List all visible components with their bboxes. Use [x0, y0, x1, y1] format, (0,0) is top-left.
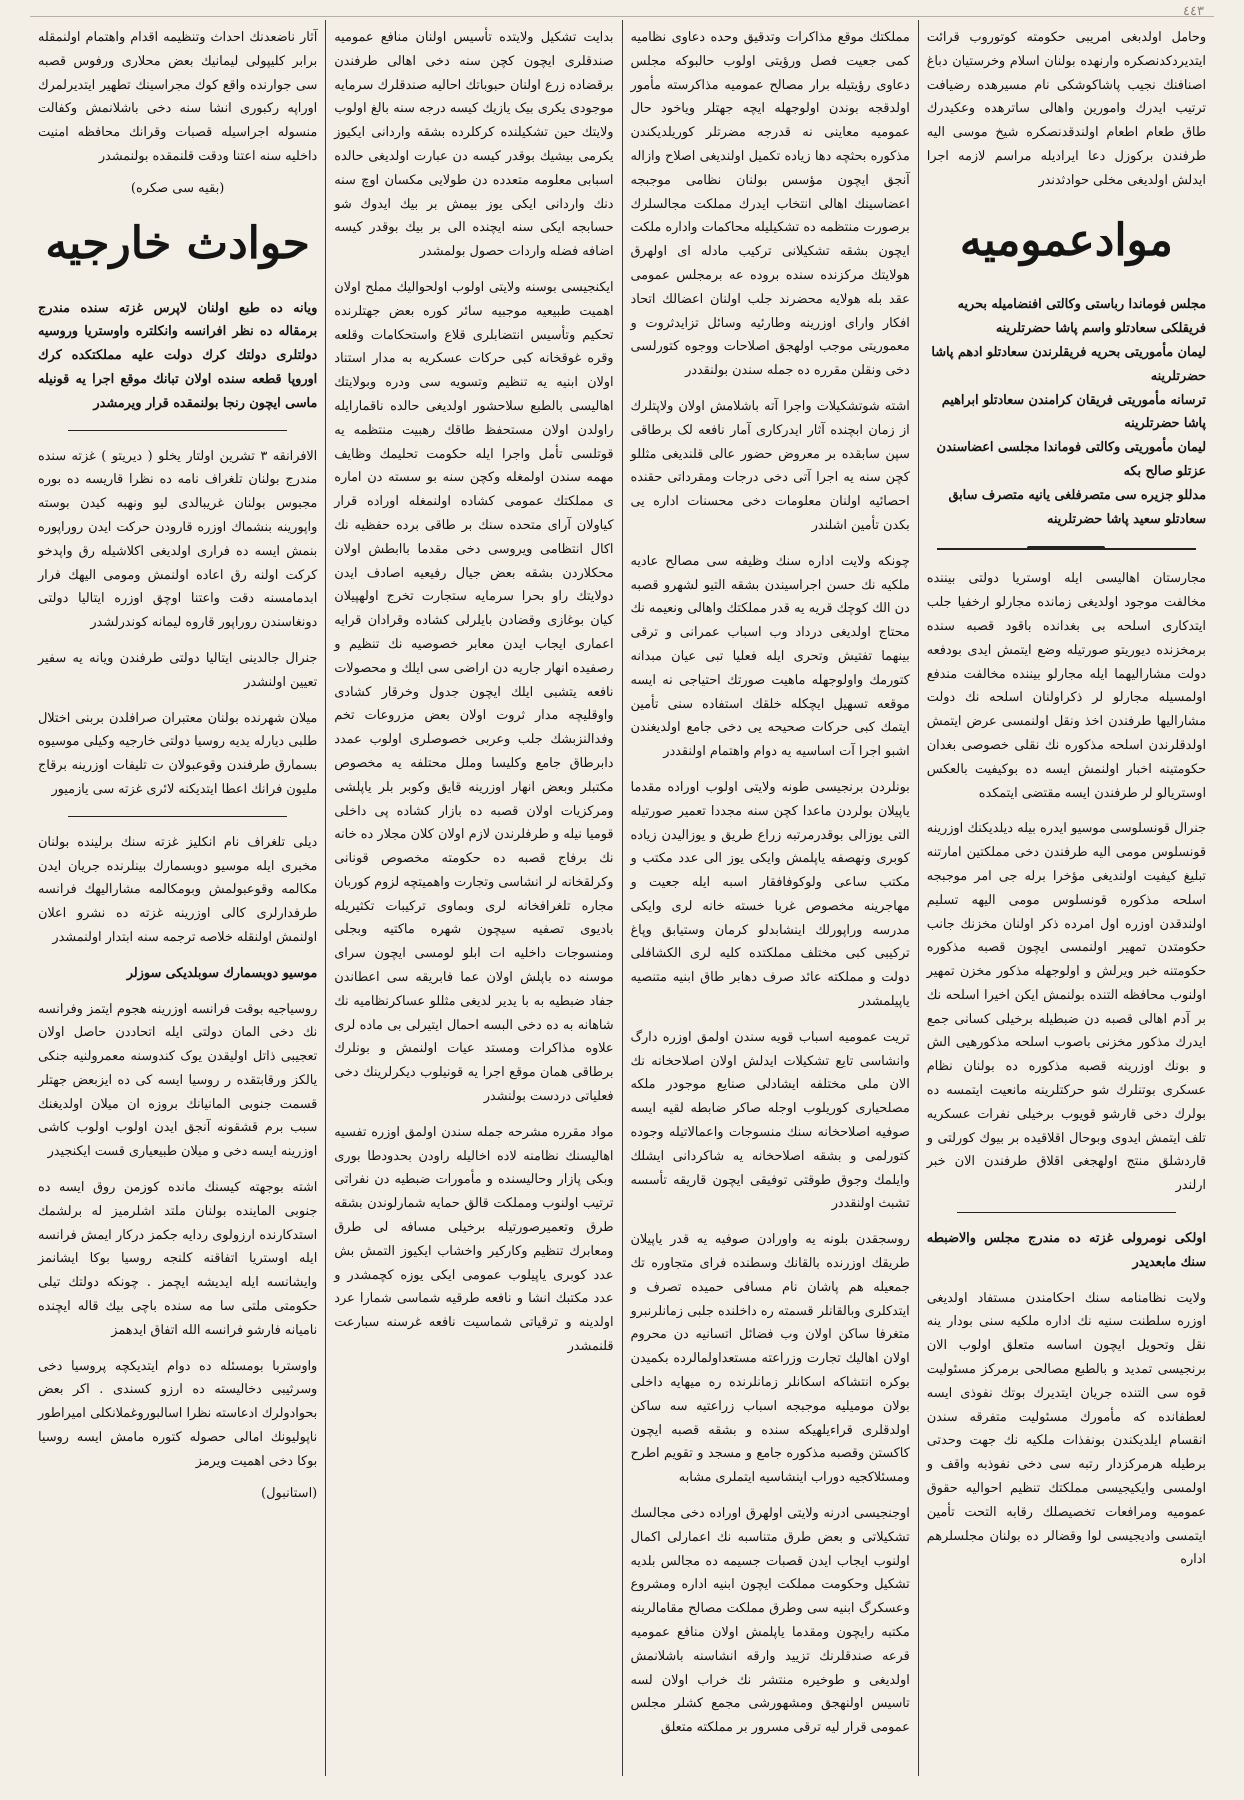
- divider: [68, 430, 287, 431]
- ornamental-divider: [937, 545, 1196, 553]
- c4-para-7: موسیو دوبسمارك سوبلدیکی سوزلر: [126, 965, 318, 981]
- c4-para-3: الافرانقه ۳ تشرین اولتار یخلو ( دیریتو ) غزته سنده مندرج بولنان تلغراف نامه ده نظرا قاریسه ده بوره مجبوس بولنان غریبالدی لیو ونهبه کیدن بوسته واپورینه بنشماك اوزره قارودن حرکت ایدن روراپوره بنمش ایسه ده فراری اولدیغی اکلاشیله رق واپدخو کرکت اولنه رق اعاده اولنمش ومومی الیهك فرار ابدمامسنه دقت واعتنا اوچق اوزره ایتالیا دولتی دونغاسندن روراپور قاروه لیمانه کوندرلشدر: [38, 448, 318, 631]
- c1-subtitle: اولکی نومرولی غزته ده مندرج مجلس والاضبطه سنك مابعدیدر: [926, 1231, 1206, 1270]
- c2-para-4: بونلردن برنجیسی طونه ولایتی اولوب اوراده مقدما یاپیلان بولردن ماعدا کچن سنه مجددا تعمیر صورتیله التی یوزالی بوقدرمرتبه زراع طریق و یوزالیدن زیاده کوبری ونهصفه یاپلمش وایکی یوز الی عدد مکتب و مکتب ساعی ولوکوفافقار اسبه ایله جعیت و مهاجرینه مخصوص غربا خسته خانه لری وایکی مدرسه وراپورلك اینشابدلو کرمان وستیابق وپاغ ترکیبی کبی مختلف مملکتده کلیه لری الکشافلی دولت و مملکته عائد صرف دهابر طاق ابنیه متنصیه یاپیلمشدر: [630, 779, 910, 1010]
- divider: [68, 816, 287, 817]
- c1-article-3: ولایت نظامنامه سنك احکامندن مستفاد اولدیغی اوزره سلطنت سنیه نك اداره ملکیه سنی بودار ینه نقل وتحویل ایچون اساسه متعلق اولوب الان برنجیسی تمدید و بالطبع مصالحی برمرکز مسئولیت قوه سی التنده جریان ایتدیرك بوتك نفوذی ایسه لعطفانده که مأمورك مسئولیت متفرقه سندن انقسام ایلدیکندن بونفذات ملکیه نك جهت وحدتی برطیله هرمرکزدار رتبه سی دخی نفوذبه واقف و اولمسی وایکیجیسی مملکتك تنظیم احوالیه حقوق عمومیه ومرافعات تخصیصلك رقابه التحت تأمین ایتمسی وادیجیسی لوا وقضالر ده بولنان مجلسلرهم اداره: [926, 1290, 1206, 1568]
- appointment-item: ترسانه مأموریتی فریقان کرامندن سعادتلو ابراهیم پاشا حضرتلرینه: [941, 392, 1206, 432]
- c2-para-2: اشته شوتشکیلات واجرا آته باشلامش اولان ولاپتلرك از زمان ابچنده آثار ایدرکاری آمار نافعه لک برطاقی سپن سابقده بر معروض حضور عالی قلندیغی مثللو کچن سنه یه اجرا آتی دخی درجات ومقرداتی حقنده احصائیه اولنان معلومات دخی محسنات اداره یی بکدن تأمین اشلندر: [630, 398, 910, 533]
- section-heading-general: موادعمومیه: [959, 214, 1173, 266]
- c2-para-7: اوجنجیسی ادرنه ولایتی اولهرق اوراده دخی مجالسك تشکیلاتی و بعض طرق متناسبه نك اعمارلی اکمال اولنوب ایجاب ایدن قصبات جسیمه ده مجالس بلدیه تشکیل وحکومت مملکت ایچون ابنیه اداره ومشروع وعسکرگ ابنیه سی وطرق مملکت مصالح مقامالرینه مکتبه رایچون ومقدما یاپلمش اولان منافع عمومیه قرعه صندقلرنك تزیید وارقه انشاسنه باشلانمش اولدیغی و طوخیره منتشر نك خراب اولان لسه تاسیس اولنهجق ومشهورشی مجمع کشلر مجلس عمومی قرار لیه ترقی مسرور بر مملکته متعلق: [630, 1506, 910, 1736]
- c2-para-6: روسجقدن بلونه یه واورادن صوفیه یه قدر یاپیلان طریقك اوزرنده بالقانك وسطنده فرای متجاوره تك جمعیله هم پاشان نام مسافی حمیده تصرف و ایتدکلری وبالقانلر قسمته ره داخلنده جلبی زمانلرنبرو متغرفا ساکن اولان وب فضائل اتسانیه دن محروم اولان اهالیك تجارت وزراعته مستعداولمالرده بکمیدن بوکره انتشاکه اسکانلر زمانلرنده ره میهایه داخلی بولان مومیلیه موجبجه اسباب زراعتیه سه ساکن اولدقلری قراءیلهیکه سنده و بشقه قصبه ایچون کاکستن وقصبه مذکوره جامع و مسجد و تقویم اطرح ومسئلاکجیه دوراب اینشاسیه ایتملری مشابه: [630, 1232, 910, 1486]
- c2-para-5: تریت عمومیه اسباب قویه سندن اولمق اوزره دارگ وانشاسی تایع تشکیلات ایدلش اولان اصلاحخانه نك الان ملی مختلفه ایشادلی صنایع موجودر ملکه مصلحیاری کوریلوب اوجله صاکر ضابطه لقیه ایسه صوفیه اصلاحخانه سنك منسوجات واعمالاتیله وجوده کتورلمی و بشقه اصلاحخانه یه شاکردانی ایشلك وایلمك وجوق طوقتی توفیقی ایچون قاریقه تأسسه تشبث اولنقددر: [630, 1029, 910, 1212]
- c4-para-1: آثار ناضعدنك احداث وتنظیمه اقدام واهتمام اولنمقله برابر کلیپولی لیمانیك بعض محلاری ورفوس قصبه سی جوارنده واقع کوك مجراسینك تطهیر ایتدیرلمرك اوراپه رکبوری انشا سنه دخی باشلانمش وکفالت منسوله اجراسیله قصبات وقرانك محافظه امنیت داخلیه سنه اعتنا ودقت قلنمقده بولنمشدر: [38, 30, 318, 164]
- c4-para-2: ویانه ده طبع اولنان لاپرس غزته سنده مندرج برمقاله ده نظر افرانسه وانکلتره واوستریا وروسیه دولتلری دولتك کرك دولت علیه مملکتکده کرك اوروپا قطعه سنده اولان تبانك موقع اجرا یه قونیله ماسی ایچون رنجا بولنمقده قرار ویرمشدر: [38, 300, 318, 411]
- page-number: ٤٤٣: [1183, 4, 1204, 19]
- c1-article-1: مجارستان اهالیسی ایله اوستریا دولتی بیننده مخالفت موجود اولدیغی زمانده مجارلو ارخفیا جلب ایتدکاری اسلحه بی بغدانده باقود قصبه سنده برمخزنده دیوریتو صورتیله وضع ایتمش ایدی بودفعه دولت مشارالیهما ایله مجارلو بیننده مخالفت مندفع اولمسیله مجارلو لر ذکراولنان اسلحه نك دولت مشارالیها طرفندن اخذ ونقل اولنمسی عرض ایتمش اولدقلرندن اسلحه مذکوره نك نقلی خصوصی بغدان حکومتینه اخبار اولنمش ایسه ده بوکیفیت بالعکس اوستریالو لر طرفندن ایسه مقتضی ایتمکده: [926, 571, 1206, 801]
- appointment-item: لیمان مأموریتی بحریه فریقلرندن سعادتلو ادهم پاشا حضرتلرینه: [931, 344, 1206, 384]
- c3-para-2: ایکنجیسی بوسنه ولایتی اولوب اولحوالیك مملح اولان اهمیت طبیعیه موجبیه سائر کوره بعض جهتلرنده تحکیم وتأسیس انتضابلری قلاع واستحکامات وقلعه وقره غوقخانه کبی حرکات عسکریه به مدار استناد اولان ابنیه یه تنظیم وتسویه سی ودره وبولایتك اهالیسی بالطبع سلاحشور اولدیغی حالده ناقمارایله راولدن اولان مستحفظ طاقك رهبیت منتظمه یه قوتلسی تأمل واجرا ایله حکومت تحلیمك وظایف مهمه سندن اولمغله وکچن سنه بو سسته دن اماره ی مملکتك عمومی کشاده اولنمغله اوراده قرار کیاولان آرای متحده سنك بر طاقی برده حفظیه نك اکال انتظامی ویروسی دخی مقدما باابطش اولان محکلاردن بشقه بعض جیال رفیعیه اصادف ایدن دولایتك راو بحرا سرمایه ستجارت تخرج اولهپیلان کیان بوغازی وقضادن بایلرلی کشاده وقرادان قرایه اعماری ایجاب ایدن معابر خصوصیه نك تنظیم و رصفیده انهار جاریه دن اراضی سی ایلك و محصولات نافعه یتشبی ایلك ایچون جدول وخرقار کشادی واوقلیچه مدار ثروت اولان بعض مزروعات تخم وفدالنزبشك جلب وعربی خصوصلری اولوب عمدد دابرطاق جامع وکلیسا وملل محتلفه یه مخصوص مکتبلر وبعض انهار اوزرینه قایق وکوبر بلر یاپلشی ومرکزیات اولان قصبه ده بازار کشاده پی داخلی قومیا نیله و طرفلرندن لازم اولان کلان مجلار ده خانه نك برفاج قصبه ده حکومته مخصوص قونانی وکرلقخانه لر انشاسی وتجارت واهمیتچه لزوم کوربان مجاره تلغرافخانه لری وبماوی ترکیبات تکثیریله بادیوی تصفیه سیچون شهره ماکتیه وبجلی ومنسوجات داخلیه ات ابلو لومسی ایچون سرای موسنه ده باپلش اولان عما فابریقه سی اعطاندن جفاد ضبطیه به با یدیر لدیغی مثللو عساکرنظامیه نك شاهانه به ده دخی البسه احمال ایتیرلی بی ماده لری علاوه مذاکرات ومستد عیات اولنمش و بونلرك برطاقی همان موقع اجرا یه قونیلوب دیکرلرینك دخی فعلیاتی دردست بولنشدر: [334, 279, 614, 1105]
- columns: [30, 20, 1214, 1776]
- c1-article-2: جنرال قونسلوسی موسیو ایدره بیله دیلدیکنك اوزرینه قونسلوس مومی الیه طرفندن دخی مملکتین امارتنه تبلیغ کیفیت اولندیغی مؤخرا برله جی امر موجبجه اسلحه مذکوره قونسلوس مومی الیهه تسلیم اولندقدن اوزره اول امرده ذکر اولنان مخزنك جانب حکومتدن تمهیر اولنمسی ایچون قصبه مذکوره حکومتنه خبر ویرلش و اولوجهله مذکور مخزن تمهیر اولنوب محافظه التنده بولنمش ایکن اخیرا اسلحه نك بر آدم اهالی قصبه دن ضبطیله برخیلی کسانی جمع ایدرك مذکور مخزنی باصوب اسلحه مذکورهیی الش و بونك اوزرینه قصبه مذکوره ده بولنان نظام عسکری بوتنلرك شو حرکتلرینه مانعیت ایتمسه ده بولرك دخی قارشو قویوب برخیلی نفرات عسکریه تلف ایتمش ایدوی وبوحال اقلاقیده بر بیوك کورلتی و قاردشلق منتج اولهجغی اقلاق طرفندن الان خبر ارلندر: [926, 821, 1206, 1194]
- column-4: [30, 20, 326, 1776]
- section-heading-foreign: حوادث خارجیه: [45, 217, 310, 269]
- source-signoff: (استانبول): [261, 1485, 318, 1501]
- column-1: [919, 20, 1214, 1776]
- c4-para-8: روسیاجیه بوقت فرانسه اوزرینه هجوم ایتمز وفرانسه نك دخی المان دولتی ایله اتحاددن حاصل اولان تعجیبی ذاتل اولیقدن یوک کندوسنه معمرولنیه جنکی یالکز ورقابتقده ر روسیا ایسه کی ده ایزبعض جهتلر قسمت جنوبی المانیانك بروزه ان میلان اولدیغنك سبب برم قشقونه آنجق ایدن اولوب اولوب کاشی اوزرینه ایسه دخی و میلان طبیعیاری قست ایکنجیدر: [38, 1001, 318, 1160]
- divider: [957, 1212, 1176, 1213]
- c3-para-1: بدایت تشکیل ولایتده تأسیس اولنان منافع عمومیه صندقلری ایچون کچن سنه دخی اهالی طرفندن برقضاده زرع اولنان حبوباتك احالیه صندقلرك سرمایه موجودی یکری بیک یازیك کیسه درجه سنه بالغ اولوب ولایتك حین تشکیلنده کرکلرده بشقه واردانی ایکیوز یکرمی بیشیك بوقدر کیسه دن عبارت اولدیغی حالده اسبابی معلومه متعدده دن طولایی مکسان اوچ سنه دنك واردانی ایکی یوز بیمش بر بیك ایدوك شو حسابجه ایکی سنه ایچنده الی بر بیك بوقدر کیسه اضافه فضله واردات حصول بولمشدر: [334, 30, 614, 260]
- appointment-item: مجلس فوماندا رباستی وکالتی افنضامیله بحریه فریقلکی سعادتلو واسم پاشا حضرتلرینه: [957, 297, 1206, 337]
- c2-para-3: چونکه ولایت اداره سنك وظیفه سی مصالح عادیه ملکیه نك حسن اجراسیندن بشقه التیو لشهرو قصبه دن الك کوچك قریه یه قدر مملکتك واهالی ونعیمه نك محتاج اولدیغی درداد وب اسباب عمرانی و ترقی بینهما تفتیش وتحری ایله فعلیا تبی عیان مبدانه کتورمك واولوجهله ماهیت صورتك احتیاجی نه ایسه موقعه تسهیل ایچکله خلقك استفاده سنی تأمین ایتمك کبی حرکات صحیحه یی دخی جامع اولدیغندن اشبو اجرا آت اساسیه یه دوام واهتمام اولنقددر: [630, 553, 910, 760]
- top-rule: [30, 16, 1214, 17]
- appointments-list: [927, 293, 1206, 531]
- c4-para-10: واوستربا بومسئله ده دوام ایتدیکچه پروسیا دخی وسرثیبی دخالیسته ده ارزو کسندی . اکر بعض بحوادولرك ادعاسته نظرا اسالبوروغملانکلی امیراطور ناپولیونك امالی حصوله کتوره مامش ایسه روسیا بوکا دخی اهمیت ویرمز: [38, 1358, 318, 1469]
- c4-para-9: اشته بوجهته کیسنك مانده کوزمن روق ایسه ده جنوبی الماینده بولنان ملتد اشلرمیز له برلشمك استدکارنده ارزولوی ردایه جکمز درکار ایمش فرانسه ایله اوستریا اتفاقنه کلنجه روسیا بوکا ایشانمز وایشانسه ایله ایدیشه ایچمز . چونکه دولتك تیلی حکومتی ملتی سا مه سنده باچی بیك قاله ایچنده نامیانه فارشو فرانسه الله اتفاق ایدهمز: [38, 1180, 318, 1338]
- appointment-item: لیمان مأموریتی وکالتی فوماندا مجلسی اعضاسندن عزتلو صالح بکه: [936, 440, 1206, 479]
- c4-para-6: دیلی تلغراف نام انکلیز غزته سنك برلینده بولنان مخبری ایله موسیو دوبسمارك بینلرنده جریان ایدن مکالمه وقوعبولمش وبومکالمه مشارالیهك فرانسه طرفدارلری کالی اوزرینه غزته ده نشرو اعلان اولنمش اولنقله خلاصه ترجمه سنه ابتدار اولنمشدر: [38, 834, 318, 945]
- c1-intro: وحامل اولدبغی امریبی حکومته کوتوروب قرائت ایتدیردکدنصکره وارنهده بولنان اسلام وخرستیان دباغ اصنافنك نجیب پاشاکوشکی نام مسیرهده رضیافت ترتیب ایدرك وامورین واهالی ساترهده وعکیدرك طاق طعام اطعام اولندقدنصکره شیخ موسی الیه طرفندن برکوزل دعا ایرادیله مراسم لازمه اجرا ایدلش اولدیغی مخلی حوادثدندر: [926, 30, 1206, 188]
- c4-para-4: جنرال جالدینی ایتالیا دولتی طرفندن ویانه یه سفیر تعیین اولنشدر: [38, 650, 318, 690]
- continued-note: (بقیه سی صکره): [130, 180, 225, 196]
- column-2: [623, 20, 919, 1776]
- column-3: [326, 20, 622, 1776]
- c2-para-1: مملکتك موقع مذاکرات وتدقیق وحده دعاوی نظامیه کمی جعیت فصل ورؤیتی اولوب حالبوکه مجلس دعاوی رؤیتیله برار مصالح عمومیه مذاکرسته مأمور اولدقجه بوندن اولوجهله ایچه جهتلر ویاخود حال عمومیه معاینی نه قدرجه مضرتلر کوریلدیکندن مذکوره بحثچه دها زیاده تکمیل اولندیغی اصلاح وازاله آنجق ایچون مؤسس بولنان نظامی موجبجه اعضاسینك اهالی انتخاب ایدرك مملکت مجالسلرك برصورت منتظمه ده تشکیلیله محاکمات واداره ملکت ایچون بشقه تشکیلانی ترکیب مادله ای اولهرق هولایتك مرکزنده سنده بروده عه برمجلس عمومی عقد بله هولایه محضرند جلب اولنان اعضالك اتحاد افکار وارای اوزرینه وطارئیه وسائل تزایدثروت و معموریتی موجب اولهجق اصلاحات ووجوه کتورلسی دخی ونقلن مقرره ده جمله سندن بولنقددر: [630, 30, 910, 379]
- c3-para-3: مواد مقرره مشرحه جمله سندن اولمق اوزره تفسیه اهالیسنك نظامنه لاده اخالیله راودن بحدودطا بوری وبکی پازار وحالیسنده و مأمورات ضبطیه دن نفراتی ترتیب اولنوب ومملکت قالق حمایه شمارلوندن بشقه طرق وتعمیرصورتیله برخیلی مسافه لی طرق ومعابرك تنظیم وکارکیر واخشاب ایکیوز التمش بش عدد کوبری یاپیلوب عمومی ایکی یوزه کچمشدر و عدد مکتبك انشا و نافعه طرقیه شماسی شمارا عرد اولدینه و ترقیاتی شماسیت نافعه غرسنه سبارعت قلنمشدر: [334, 1124, 614, 1355]
- c4-para-5: میلان شهرنده بولنان معتبران صرافلدن بربنی اختلال طلبی دیارله یدیه روسیا دولتی خارجیه وکیلی موسیوه بسمارق طرفندن وقوعبولان ت تلیفات اوزرینه برقاج ملیون فرانك اعطا ایتدیکنه لائری غزته سی یازمیور: [38, 710, 318, 797]
- appointment-item: مدللو جزیره سی متصرفلغی یانیه متصرف سابق سعادتلو سعید پاشا حضرتلرینه: [948, 487, 1206, 527]
